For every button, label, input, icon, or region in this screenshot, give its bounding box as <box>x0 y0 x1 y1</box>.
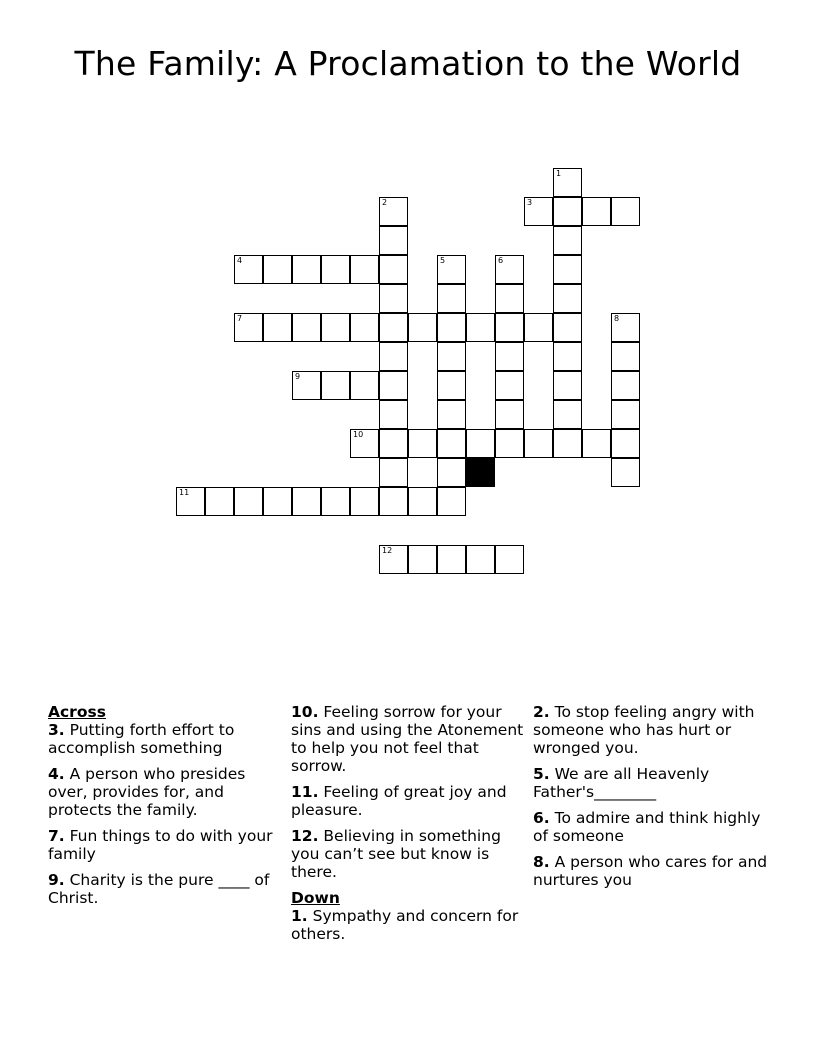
crossword-cell[interactable] <box>437 400 466 429</box>
clue-down-6: 6. To admire and think highly of someone <box>533 809 761 845</box>
crossword-cell[interactable] <box>263 313 292 342</box>
clue-across-11: 11. Feeling of great joy and pleasure. <box>291 783 507 819</box>
crossword-cell[interactable] <box>611 371 640 400</box>
down-heading: Down <box>291 889 340 907</box>
clue-down-8: 8. A person who cares for and nurtures you <box>533 853 768 889</box>
clue-number: 8 <box>614 314 620 323</box>
clue-across-4: 4. A person who presides over, provides for, and protects the family. <box>48 765 246 819</box>
crossword-cell[interactable] <box>292 255 321 284</box>
clue-across-10: 10. Feeling sorrow for your sins and using the Atonement to help you not feel that sorrow. <box>291 703 524 775</box>
clue-across-3: 3. Putting forth effort to accomplish something <box>48 721 235 757</box>
crossword-cell[interactable] <box>437 487 466 516</box>
crossword-cell[interactable] <box>611 458 640 487</box>
clue-number: 5 <box>440 256 446 265</box>
clue-across-9: 9. Charity is the pure ____ of Christ. <box>48 871 270 907</box>
crossword-cell[interactable] <box>466 429 495 458</box>
crossword-cell[interactable] <box>611 400 640 429</box>
crossword-cell[interactable] <box>379 545 408 574</box>
clue-column-1 <box>48 703 283 915</box>
crossword-cell[interactable] <box>524 313 553 342</box>
crossword-cell[interactable] <box>292 313 321 342</box>
crossword-cell[interactable] <box>321 487 350 516</box>
crossword-cell[interactable] <box>582 197 611 226</box>
clue-number: 9 <box>295 372 301 381</box>
crossword-cell[interactable] <box>495 429 524 458</box>
crossword-cell[interactable] <box>234 255 263 284</box>
clue-number: 1 <box>556 169 562 178</box>
crossword-cell[interactable] <box>408 545 437 574</box>
crossword-cell[interactable] <box>495 284 524 313</box>
clue-column-2 <box>291 703 526 951</box>
crossword-cell[interactable] <box>379 458 408 487</box>
crossword-cell[interactable] <box>495 400 524 429</box>
crossword-cell[interactable] <box>553 371 582 400</box>
crossword-cell[interactable] <box>408 313 437 342</box>
crossword-cell[interactable] <box>263 487 292 516</box>
clue-column-3 <box>533 703 768 897</box>
crossword-cell[interactable] <box>495 342 524 371</box>
crossword-cell[interactable] <box>611 342 640 371</box>
crossword-cell[interactable] <box>611 197 640 226</box>
across-heading: Across <box>48 703 106 721</box>
crossword-cell[interactable] <box>379 400 408 429</box>
crossword-cell[interactable] <box>553 197 582 226</box>
crossword-cell[interactable] <box>176 487 205 516</box>
crossword-cell[interactable] <box>495 545 524 574</box>
crossword-cell[interactable] <box>553 429 582 458</box>
crossword-cell[interactable] <box>437 255 466 284</box>
clue-number: 10 <box>353 430 364 439</box>
crossword-cell[interactable] <box>553 255 582 284</box>
crossword-cell[interactable] <box>553 313 582 342</box>
crossword-cell[interactable] <box>350 255 379 284</box>
crossword-cell[interactable] <box>408 429 437 458</box>
crossword-cell[interactable] <box>350 313 379 342</box>
crossword-cell[interactable] <box>495 371 524 400</box>
crossword-cell[interactable] <box>263 255 292 284</box>
crossword-cell[interactable] <box>379 313 408 342</box>
crossword-cell[interactable] <box>321 371 350 400</box>
crossword-cell[interactable] <box>379 284 408 313</box>
crossword-cell[interactable] <box>611 429 640 458</box>
crossword-cell[interactable] <box>553 400 582 429</box>
crossword-cell[interactable] <box>495 255 524 284</box>
crossword-cell[interactable] <box>292 371 321 400</box>
clue-number: 12 <box>382 546 393 555</box>
crossword-cell[interactable] <box>582 429 611 458</box>
crossword-black-cell <box>466 458 495 487</box>
crossword-cell[interactable] <box>321 255 350 284</box>
crossword-cell[interactable] <box>205 487 234 516</box>
crossword-cell[interactable] <box>379 371 408 400</box>
crossword-cell[interactable] <box>437 313 466 342</box>
crossword-cell[interactable] <box>379 226 408 255</box>
crossword-cell[interactable] <box>379 255 408 284</box>
crossword-cell[interactable] <box>553 168 582 197</box>
crossword-cell[interactable] <box>234 313 263 342</box>
crossword-cell[interactable] <box>379 197 408 226</box>
crossword-cell[interactable] <box>466 545 495 574</box>
crossword-cell[interactable] <box>611 313 640 342</box>
crossword-cell[interactable] <box>350 487 379 516</box>
crossword-cell[interactable] <box>437 371 466 400</box>
crossword-cell[interactable] <box>524 429 553 458</box>
clue-across-7: 7. Fun things to do with your family <box>48 827 273 863</box>
crossword-cell[interactable] <box>408 487 437 516</box>
crossword-cell[interactable] <box>437 458 466 487</box>
crossword-cell[interactable] <box>292 487 321 516</box>
crossword-cell[interactable] <box>553 226 582 255</box>
clue-number: 4 <box>237 256 243 265</box>
crossword-cell[interactable] <box>437 342 466 371</box>
crossword-cell[interactable] <box>321 313 350 342</box>
crossword-cell[interactable] <box>466 313 495 342</box>
crossword-cell[interactable] <box>437 429 466 458</box>
clue-number: 7 <box>237 314 243 323</box>
clue-number: 6 <box>498 256 504 265</box>
crossword-cell[interactable] <box>553 284 582 313</box>
crossword-cell[interactable] <box>234 487 263 516</box>
crossword-cell[interactable] <box>495 313 524 342</box>
crossword-cell[interactable] <box>379 487 408 516</box>
crossword-cell[interactable] <box>350 371 379 400</box>
crossword-cell[interactable] <box>379 342 408 371</box>
clue-down-2: 2. To stop feeling angry with someone who has hurt or wronged you. <box>533 703 755 757</box>
clue-down-1: 1. Sympathy and concern for others. <box>291 907 519 943</box>
clue-across-12: 12. Believing in something you can’t see but know is there. <box>291 827 501 881</box>
clue-number: 11 <box>179 488 190 497</box>
clue-down-5: 5. We are all Heavenly Father's________ <box>533 765 710 801</box>
crossword-cell[interactable] <box>437 545 466 574</box>
crossword-cell[interactable] <box>524 197 553 226</box>
page-title: The Family: A Proclamation to the World <box>74 44 742 83</box>
crossword-cell[interactable] <box>437 284 466 313</box>
crossword-cell[interactable] <box>379 429 408 458</box>
clue-number: 2 <box>382 198 388 207</box>
crossword-cell[interactable] <box>553 342 582 371</box>
crossword-cell[interactable] <box>350 429 379 458</box>
clue-number: 3 <box>527 198 533 207</box>
